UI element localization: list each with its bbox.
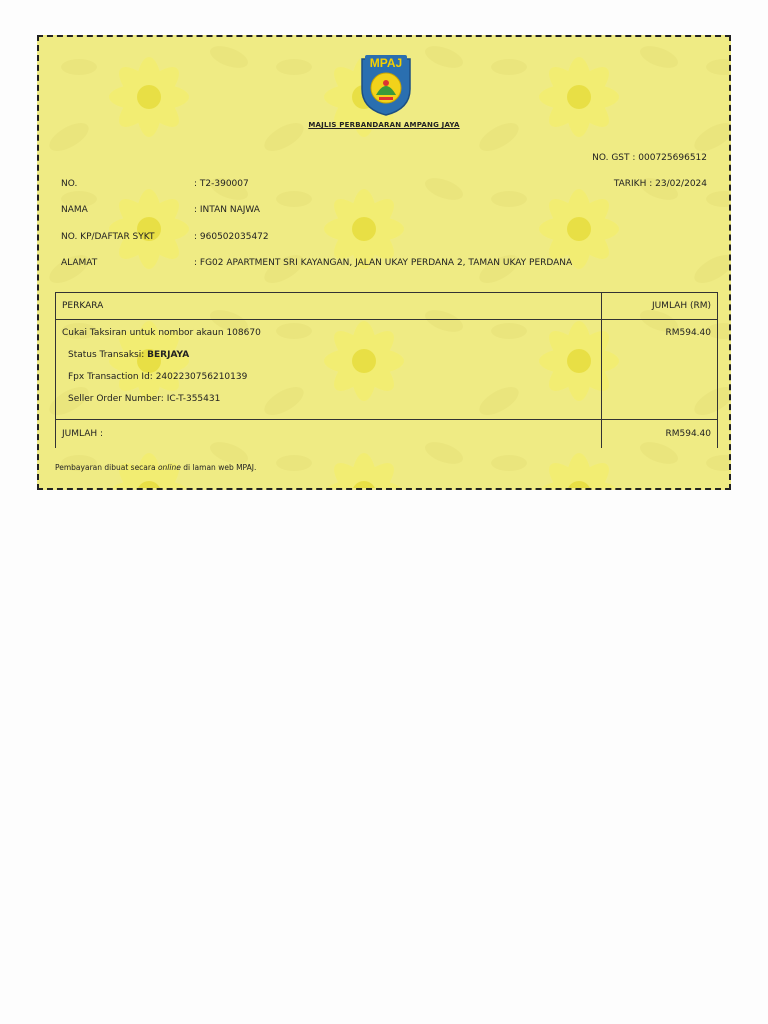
item-description: Cukai Taksiran untuk nombor akaun 108670 (62, 328, 261, 338)
no-value: : T2-390007 (194, 179, 249, 189)
date: TARIKH : 23/02/2024 (613, 179, 707, 189)
transaction-status: Status Transaksi: BERJAYA (68, 350, 190, 360)
nama-value: : INTAN NAJWA (194, 205, 260, 215)
kp-label: NO. KP/DAFTAR SYKT (61, 232, 155, 242)
svg-text:MPAJ: MPAJ (369, 56, 403, 70)
no-label: NO. (61, 179, 78, 189)
alamat-value: : FG02 APARTMENT SRI KAYANGAN, JALAN UKAY PERDANA 2, TAMAN UKAY PERDANA (194, 258, 573, 268)
seller-order-number: Seller Order Number: IC-T-355431 (68, 394, 221, 404)
payment-note: Pembayaran dibuat secara online di laman web MPAJ. (55, 463, 257, 472)
fpx-transaction-id: Fpx Transaction Id: 2402230756210139 (68, 372, 248, 382)
council-name: MAJLIS PERBANDARAN AMPANG JAYA (308, 121, 460, 129)
alamat-label: ALAMAT (61, 258, 98, 268)
item-amount: RM594.40 (665, 328, 711, 338)
column-divider (601, 293, 602, 448)
header-divider (56, 319, 717, 320)
kp-value: : 960502035472 (194, 232, 269, 242)
total-divider (56, 419, 717, 420)
mpaj-logo (359, 53, 413, 117)
header-perkara: PERKARA (62, 301, 104, 311)
items-table (55, 292, 718, 448)
total-amount: RM594.40 (665, 429, 711, 439)
total-label: JUMLAH : (62, 429, 104, 439)
nama-label: NAMA (61, 205, 88, 215)
receipt (37, 35, 731, 490)
header-jumlah: JUMLAH (RM) (651, 301, 711, 311)
gst-number: NO. GST : 000725696512 (592, 153, 707, 163)
